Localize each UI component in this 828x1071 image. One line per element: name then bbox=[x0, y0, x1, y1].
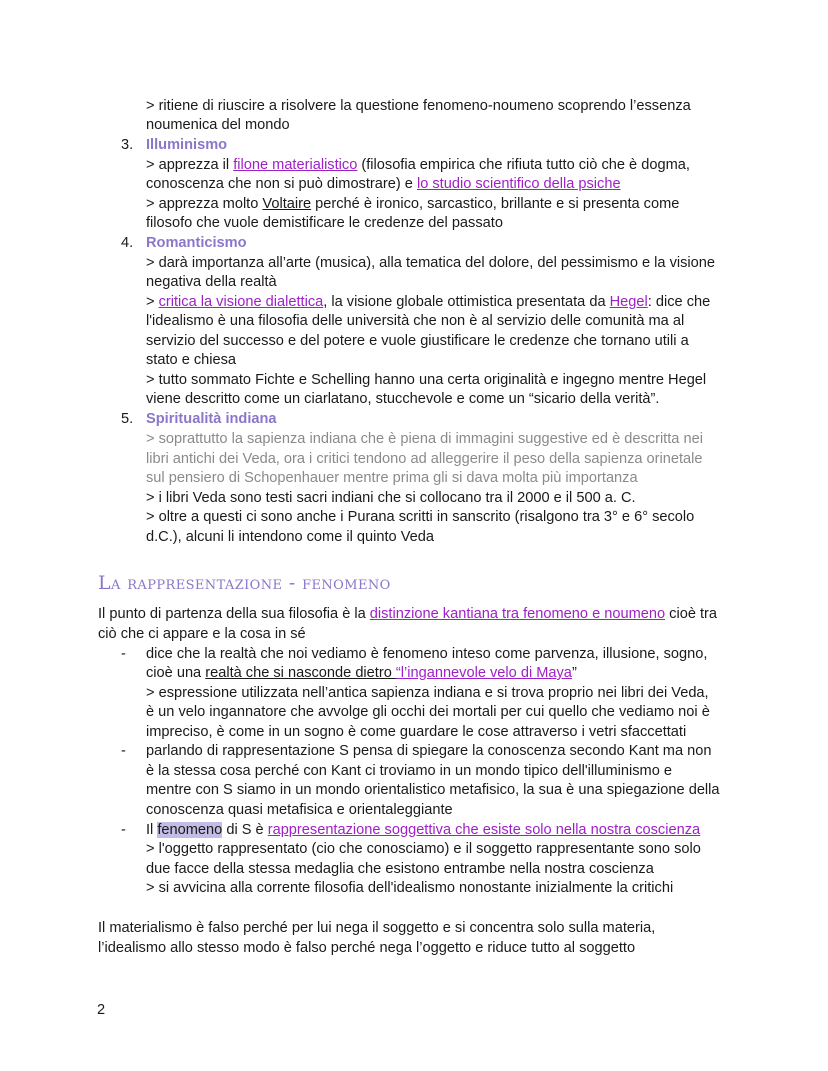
text-line-grey: libri antichi dei Veda, ora i critici tendono ad alleggerire il peso della sapienza orinetale bbox=[146, 451, 703, 467]
text-line: ciò che ci appare e la cosa in sé bbox=[98, 626, 306, 642]
list-item-heading: 5. bbox=[121, 411, 134, 427]
text-line: > apprezza il filone materialistico (filosofia empirica che rifiuta tutto ciò che è dogma, bbox=[146, 157, 690, 173]
link-filone-materialistico[interactable]: filone materialistico bbox=[233, 157, 358, 173]
text-line: conoscenza quasi metafisica e orientaleggiante bbox=[146, 802, 453, 818]
bullet-dash: - bbox=[121, 822, 126, 838]
text-line: due facce della stessa medaglia che esistono entrambe nella nostra coscienza bbox=[146, 861, 654, 877]
list-item-heading: 3. bbox=[121, 137, 134, 153]
text-line: > si avvicina alla corrente filosofia dell'idealismo nonostante inizialmente la critichi bbox=[146, 880, 674, 896]
link-distinzione-kantiana[interactable]: distinzione kantiana tra fenomeno e noumeno bbox=[369, 606, 666, 622]
page-number: 2 bbox=[97, 1002, 106, 1018]
text-line: > espressione utilizzata nell’antica sapienza indiana e si trova proprio nei libri dei Veda, bbox=[146, 685, 709, 701]
text-line-grey: sul pensiero di Schopenhauer mentre prima gli si dava molta più importanza bbox=[146, 470, 638, 486]
heading-spiritualita-indiana: Spiritualità indiana bbox=[146, 411, 277, 427]
text-line: Il materialismo è falso perché per lui nega il soggetto e si concentra solo sulla materia, bbox=[98, 920, 656, 936]
text-line: > critica la visione dialettica, la visione globale ottimistica presentata da Hegel: dice che bbox=[146, 294, 711, 310]
link-rappresentazione-soggettiva[interactable]: rappresentazione soggettiva che esiste solo nella nostra coscienza bbox=[267, 822, 701, 838]
link-velo-di-maya[interactable]: “l’ingannevole velo di Maya bbox=[395, 665, 572, 681]
text-line: conoscenza che non si può dimostrare) e lo studio scientifico della psiche bbox=[146, 176, 621, 192]
text-line: è la stessa cosa perché con Kant ci troviamo in un mondo tipico dell'illuminismo e bbox=[146, 763, 672, 779]
link-critica-visione-dialettica[interactable]: critica la visione dialettica bbox=[158, 294, 324, 310]
bullet-dash: - bbox=[121, 743, 126, 759]
text-line: > l'oggetto rappresentato (cio che conosciamo) e il soggetto rappresentante sono solo bbox=[146, 841, 701, 857]
voltaire-underlined: Voltaire bbox=[262, 196, 312, 212]
text-line: > oltre a questi ci sono anche i Purana scritti in sanscrito (risalgono tra 3° e 6° secolo bbox=[146, 509, 695, 525]
text-line: parlando di rappresentazione S pensa di spiegare la conoscenza secondo Kant ma non bbox=[146, 743, 712, 759]
text-line: > apprezza molto Voltaire perché è ironico, sarcastico, brillante e si presenta come bbox=[146, 196, 680, 212]
text-line: l’idealismo allo stesso modo è falso perché nega l’oggetto e riduce tutto al soggetto bbox=[98, 940, 636, 956]
text-line: d.C.), alcuni li intendono come il quinto Veda bbox=[146, 529, 434, 545]
text-line: Il fenomeno di S è rappresentazione soggettiva che esiste solo nella nostra coscienza bbox=[146, 822, 701, 838]
text-line: servizio del successo e del potere e vuole giustificare le credenze che tornano utili a bbox=[146, 333, 689, 349]
text-line: è un velo ingannatore che avvolge gli occhi dei mortali per cui quello che vediamo noi è bbox=[146, 704, 710, 720]
text-line: Il punto di partenza della sua filosofia è la distinzione kantiana tra fenomeno e noumeno cioè tra bbox=[98, 606, 718, 622]
text-line: filosofo che vuole demistificare le credenze del passato bbox=[146, 215, 503, 231]
heading-illuminismo: Illuminismo bbox=[146, 137, 228, 153]
text-line: > darà importanza all’arte (musica), alla tematica del dolore, del pessimismo e la visione bbox=[146, 255, 716, 271]
bullet-dash: - bbox=[121, 646, 126, 662]
text-line: > tutto sommato Fichte e Schelling hanno una certa originalità e ingegno mentre Hegel bbox=[146, 372, 707, 388]
text-line: stato e chiesa bbox=[146, 352, 237, 368]
link-hegel[interactable]: Hegel bbox=[609, 294, 648, 310]
text-line: dice che la realtà che noi vediamo è fenomeno inteso come parvenza, illusione, sogno, bbox=[146, 646, 708, 662]
text-line: negativa della realtà bbox=[146, 274, 277, 290]
intro-line: noumenica del mondo bbox=[146, 117, 290, 133]
section-title: La rappresentazione - fenomeno bbox=[98, 572, 391, 594]
list-item-heading: 4. bbox=[121, 235, 134, 251]
text-line-grey: > soprattutto la sapienza indiana che è piena di immagini suggestive ed è descritta nei bbox=[146, 431, 703, 447]
text-line: viene descritto come un ciarlatano, stucchevole e come un “sicario della verità”. bbox=[146, 391, 660, 407]
text-line: mentre con S siamo in un mondo orientalistico metafisico, la sua è una spiegazione della bbox=[146, 782, 720, 798]
text-line: cioè una realtà che si nasconde dietro “l’ingannevole velo di Maya” bbox=[146, 665, 577, 681]
underlined-realta: realtà che si nasconde dietro bbox=[205, 665, 396, 681]
link-studio-psiche[interactable]: lo studio scientifico della psiche bbox=[416, 176, 621, 192]
highlight-fenomeno: fenomeno bbox=[157, 822, 223, 838]
intro-line: > ritiene di riuscire a risolvere la questione fenomeno-noumeno scoprendo l’essenza bbox=[146, 98, 691, 114]
heading-romanticismo: Romanticismo bbox=[146, 235, 247, 251]
text-line: l'idealismo è una filosofia delle università che non è al servizio delle comunità ma al bbox=[146, 313, 685, 329]
text-line: > i libri Veda sono testi sacri indiani che si collocano tra il 2000 e il 500 a. C. bbox=[146, 490, 636, 506]
text-line: impreciso, è come in un sogno è come guardare le cose attraverso i vetri sfaccettati bbox=[146, 724, 687, 740]
